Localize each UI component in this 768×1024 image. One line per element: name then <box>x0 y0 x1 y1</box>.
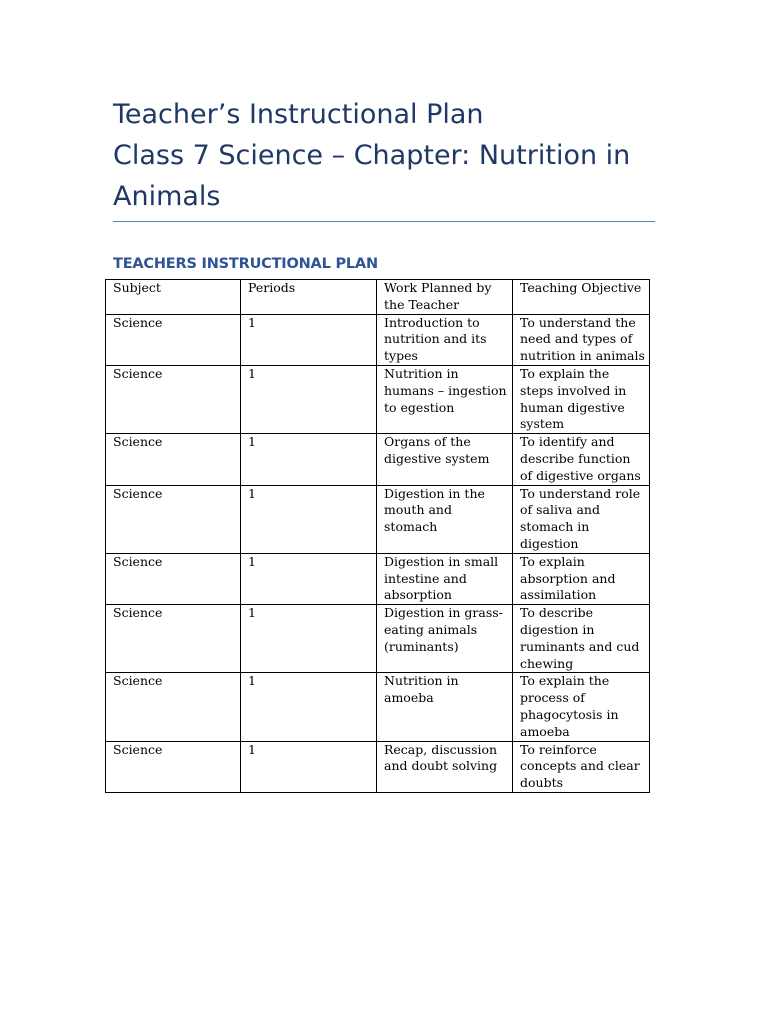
cell-teaching-objective: To explain absorption and assimilation <box>513 553 650 604</box>
cell-subject: Science <box>106 553 241 604</box>
cell-work-planned: Introduction to nutrition and its types <box>377 314 513 365</box>
header-work-planned: Work Planned by the Teacher <box>377 280 513 315</box>
cell-periods: 1 <box>241 553 377 604</box>
cell-subject: Science <box>106 434 241 485</box>
cell-subject: Science <box>106 365 241 433</box>
title-line-1: Teacher’s Instructional Plan <box>113 99 484 130</box>
header-subject: Subject <box>106 280 241 315</box>
cell-work-planned: Nutrition in humans – ingestion to egestion <box>377 365 513 433</box>
cell-periods: 1 <box>241 314 377 365</box>
table-row <box>106 314 650 365</box>
table-row <box>106 485 650 553</box>
cell-subject: Science <box>106 741 241 792</box>
cell-teaching-objective: To describe digestion in ruminants and cud chewing <box>513 605 650 673</box>
cell-periods: 1 <box>241 741 377 792</box>
cell-periods: 1 <box>241 673 377 741</box>
cell-periods: 1 <box>241 485 377 553</box>
header-teaching-objective: Teaching Objective <box>513 280 650 315</box>
cell-work-planned: Organs of the digestive system <box>377 434 513 485</box>
header-periods: Periods <box>241 280 377 315</box>
table-row <box>106 553 650 604</box>
cell-teaching-objective: To reinforce concepts and clear doubts <box>513 741 650 792</box>
cell-work-planned: Digestion in the mouth and stomach <box>377 485 513 553</box>
table-row <box>106 434 650 485</box>
cell-work-planned: Digestion in grass-eating animals (ruminants) <box>377 605 513 673</box>
cell-teaching-objective: To explain the steps involved in human digestive system <box>513 365 650 433</box>
cell-teaching-objective: To understand the need and types of nutrition in animals <box>513 314 650 365</box>
cell-periods: 1 <box>241 434 377 485</box>
title-divider <box>113 221 655 222</box>
document-title <box>113 94 658 217</box>
table-header-row <box>106 280 650 315</box>
table-row <box>106 741 650 792</box>
table-row <box>106 673 650 741</box>
cell-teaching-objective: To explain the process of phagocytosis in amoeba <box>513 673 650 741</box>
cell-subject: Science <box>106 605 241 673</box>
cell-subject: Science <box>106 485 241 553</box>
cell-work-planned: Digestion in small intestine and absorption <box>377 553 513 604</box>
table-row <box>106 605 650 673</box>
cell-teaching-objective: To understand role of saliva and stomach in digestion <box>513 485 650 553</box>
cell-periods: 1 <box>241 365 377 433</box>
cell-teaching-objective: To identify and describe function of digestive organs <box>513 434 650 485</box>
instructional-plan-table <box>105 279 650 793</box>
cell-work-planned: Nutrition in amoeba <box>377 673 513 741</box>
cell-subject: Science <box>106 314 241 365</box>
cell-periods: 1 <box>241 605 377 673</box>
cell-work-planned: Recap, discussion and doubt solving <box>377 741 513 792</box>
cell-subject: Science <box>106 673 241 741</box>
title-line-2: Class 7 Science – Chapter: Nutrition in <box>113 140 631 171</box>
title-line-3: Animals <box>113 181 221 212</box>
table-row <box>106 365 650 433</box>
section-heading: TEACHERS INSTRUCTIONAL PLAN <box>113 256 378 272</box>
